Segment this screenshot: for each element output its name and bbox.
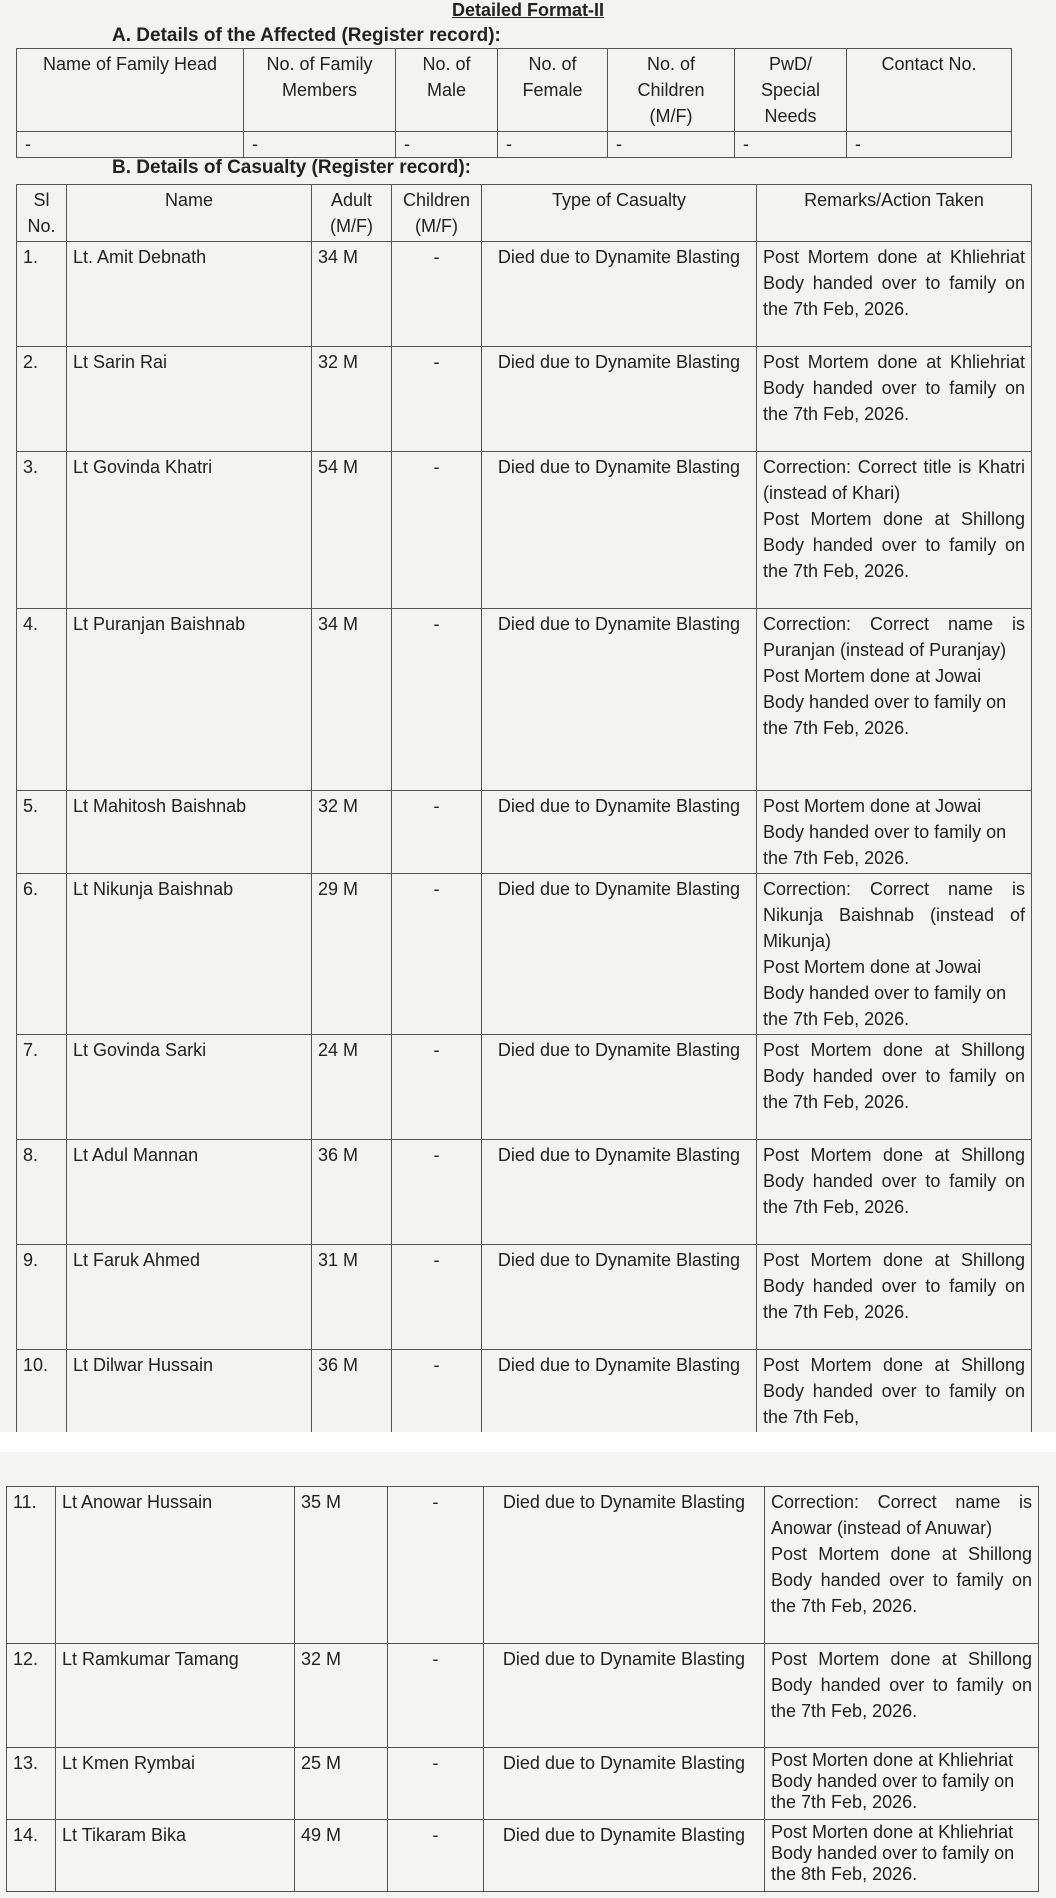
cell-remarks: Post Morten done at Khliehriat Body handed over to family on the 7th Feb, 2026. <box>765 1748 1039 1820</box>
section-b-heading: B. Details of Casualty (Register record): <box>112 157 471 178</box>
remarks-text: Post Mortem done at Jowai Body handed over to family on the 7th Feb, 2026. <box>763 666 1007 738</box>
cell-remarks: Post Mortem done at Shillong Body handed over to family on the 7th Feb, 2026. <box>765 1644 1039 1748</box>
cell-adult: 32 M <box>312 347 392 452</box>
cell-sl: 14. <box>7 1820 56 1892</box>
cell-type: Died due to Dynamite Blasting <box>482 347 757 452</box>
cell-remarks <box>757 452 1032 609</box>
cell-name: Lt. Amit Debnath <box>67 242 312 347</box>
page-gap <box>0 1432 1056 1452</box>
header-sl-no: Sl No. <box>17 185 67 242</box>
cell-sl: 10. <box>17 1350 67 1433</box>
cell-children: - <box>392 1245 482 1350</box>
table-row <box>7 1820 1039 1892</box>
cell-type: Died due to Dynamite Blasting <box>482 791 757 874</box>
cell-children: - <box>392 609 482 791</box>
cell-type: Died due to Dynamite Blasting <box>482 242 757 347</box>
cell-remarks: Post Morten done at Khliehriat Body handed over to family on the 8th Feb, 2026. <box>765 1820 1039 1892</box>
cell-remarks: Post Mortem done at Khliehriat Body handed over to family on the 7th Feb, 2026. <box>757 347 1032 452</box>
table-row <box>7 1644 1039 1748</box>
cell-adult: 29 M <box>312 874 392 1035</box>
cell-sl: 7. <box>17 1035 67 1140</box>
document-title: Detailed Format-II <box>451 0 605 20</box>
cell-sl: 13. <box>7 1748 56 1820</box>
cell-adult: 32 M <box>295 1644 388 1748</box>
cell-children: - <box>392 347 482 452</box>
cell-type: Died due to Dynamite Blasting <box>484 1644 765 1748</box>
table-row <box>7 1487 1039 1644</box>
cell-sl: 1. <box>17 242 67 347</box>
cell-name: Lt Govinda Khatri <box>67 452 312 609</box>
casualty-table-continued <box>6 1486 1039 1892</box>
cell-sl: 5. <box>17 791 67 874</box>
header-contact: Contact No. <box>847 49 1012 132</box>
cell-children: - <box>388 1748 484 1820</box>
cell-sl: 4. <box>17 609 67 791</box>
cell-name: Lt Puranjan Baishnab <box>67 609 312 791</box>
header-type-casualty: Type of Casualty <box>482 185 757 242</box>
cell-remarks: Post Mortem done at Shillong Body handed over to family on the 7th Feb, 2026. <box>757 1035 1032 1140</box>
cell-male: - <box>396 132 498 158</box>
cell-type: Died due to Dynamite Blasting <box>484 1820 765 1892</box>
cell-name: Lt Anowar Hussain <box>56 1487 295 1644</box>
table-row <box>17 242 1032 347</box>
sheet-page-2 <box>0 1452 1056 1898</box>
cell-type: Died due to Dynamite Blasting <box>482 1140 757 1245</box>
cell-sl: 12. <box>7 1644 56 1748</box>
cell-name: Lt Faruk Ahmed <box>67 1245 312 1350</box>
cell-name: Lt Kmen Rymbai <box>56 1748 295 1820</box>
table-row <box>17 609 1032 791</box>
header-remarks: Remarks/Action Taken <box>757 185 1032 242</box>
table-row <box>7 1748 1039 1820</box>
cell-type: Died due to Dynamite Blasting <box>482 1035 757 1140</box>
cell-name: Lt Ramkumar Tamang <box>56 1644 295 1748</box>
table-row <box>17 1245 1032 1350</box>
header-children: Children (M/F) <box>392 185 482 242</box>
casualty-table <box>16 184 1032 1432</box>
cell-type: Died due to Dynamite Blasting <box>484 1487 765 1644</box>
cell-children: - <box>388 1487 484 1644</box>
cell-remarks: Post Mortem done at Jowai Body handed over to family on the 7th Feb, 2026. <box>757 791 1032 874</box>
cell-remarks <box>757 874 1032 1035</box>
header-no-female: No. of Female <box>498 49 608 132</box>
cell-remarks <box>757 609 1032 791</box>
cell-name: Lt Nikunja Baishnab <box>67 874 312 1035</box>
cell-type: Died due to Dynamite Blasting <box>482 452 757 609</box>
cell-adult: 31 M <box>312 1245 392 1350</box>
cell-sl: 9. <box>17 1245 67 1350</box>
cell-sl: 8. <box>17 1140 67 1245</box>
affected-table <box>16 48 1012 158</box>
cell-children: - <box>608 132 735 158</box>
cell-children: - <box>392 242 482 347</box>
header-name: Name <box>67 185 312 242</box>
header-adult: Adult (M/F) <box>312 185 392 242</box>
cell-name: Lt Govinda Sarki <box>67 1035 312 1140</box>
cell-children: - <box>388 1644 484 1748</box>
section-a-heading: A. Details of the Affected (Register record): <box>112 25 501 46</box>
cell-sl: 2. <box>17 347 67 452</box>
cell-remarks: Post Mortem done at Shillong Body handed over to family on the 7th Feb, 2026. <box>757 1245 1032 1350</box>
cell-adult: 54 M <box>312 452 392 609</box>
cell-name: Lt Adul Mannan <box>67 1140 312 1245</box>
cell-sl: 3. <box>17 452 67 609</box>
table-row <box>17 1350 1032 1433</box>
correction-note: Correction: Correct name is Anowar (instead of Anuwar) <box>771 1492 1032 1538</box>
cell-sl: 6. <box>17 874 67 1035</box>
header-name-family-head: Name of Family Head <box>17 49 244 132</box>
cell-female: - <box>498 132 608 158</box>
cell-adult: 34 M <box>312 609 392 791</box>
header-no-children: No. of Children (M/F) <box>608 49 735 132</box>
cell-remarks: Post Mortem done at Shillong Body handed over to family on the 7th Feb, <box>757 1350 1032 1433</box>
header-no-male: No. of Male <box>396 49 498 132</box>
remarks-text: Post Mortem done at Shillong Body handed over to family on the 7th Feb, 2026. <box>763 509 1025 581</box>
table-row <box>17 874 1032 1035</box>
header-family-members: No. of Family Members <box>244 49 396 132</box>
cell-adult: 36 M <box>312 1140 392 1245</box>
remarks-text: Post Mortem done at Shillong Body handed over to family on the 7th Feb, 2026. <box>771 1544 1032 1616</box>
cell-type: Died due to Dynamite Blasting <box>482 609 757 791</box>
cell-adult: 32 M <box>312 791 392 874</box>
cell-children: - <box>392 1140 482 1245</box>
table-row <box>17 791 1032 874</box>
cell-family-head: - <box>17 132 244 158</box>
table-row <box>17 1140 1032 1245</box>
table-row <box>17 452 1032 609</box>
cell-pwd: - <box>735 132 847 158</box>
cell-name: Lt Mahitosh Baishnab <box>67 791 312 874</box>
correction-note: Correction: Correct title is Khatri (instead of Khari) <box>763 457 1025 503</box>
cell-type: Died due to Dynamite Blasting <box>482 874 757 1035</box>
cell-children: - <box>392 1035 482 1140</box>
cell-adult: 36 M <box>312 1350 392 1433</box>
remarks-text: Post Mortem done at Jowai Body handed over to family on the 7th Feb, 2026. <box>763 957 1007 1029</box>
cell-name: Lt Sarin Rai <box>67 347 312 452</box>
table-row <box>17 1035 1032 1140</box>
table-row <box>17 347 1032 452</box>
cell-remarks: Post Mortem done at Khliehriat Body handed over to family on the 7th Feb, 2026. <box>757 242 1032 347</box>
header-pwd: PwD/ Special Needs <box>735 49 847 132</box>
cell-adult: 34 M <box>312 242 392 347</box>
cell-adult: 25 M <box>295 1748 388 1820</box>
cell-family-members: - <box>244 132 396 158</box>
cell-remarks: Post Mortem done at Shillong Body handed over to family on the 7th Feb, 2026. <box>757 1140 1032 1245</box>
cell-children: - <box>392 791 482 874</box>
cell-children: - <box>392 1350 482 1433</box>
cell-name: Lt Tikaram Bika <box>56 1820 295 1892</box>
cell-children: - <box>392 874 482 1035</box>
cell-adult: 35 M <box>295 1487 388 1644</box>
correction-note: Correction: Correct name is Nikunja Baishnab (instead of Mikunja) <box>763 879 1025 951</box>
cell-type: Died due to Dynamite Blasting <box>482 1245 757 1350</box>
cell-contact: - <box>847 132 1012 158</box>
cell-adult: 24 M <box>312 1035 392 1140</box>
cell-type: Died due to Dynamite Blasting <box>484 1748 765 1820</box>
cell-children: - <box>392 452 482 609</box>
cell-name: Lt Dilwar Hussain <box>67 1350 312 1433</box>
cell-children: - <box>388 1820 484 1892</box>
cell-adult: 49 M <box>295 1820 388 1892</box>
cell-remarks <box>765 1487 1039 1644</box>
cell-sl: 11. <box>7 1487 56 1644</box>
correction-note: Correction: Correct name is Puranjan (instead of Puranjay) <box>763 614 1025 660</box>
cell-type: Died due to Dynamite Blasting <box>482 1350 757 1433</box>
